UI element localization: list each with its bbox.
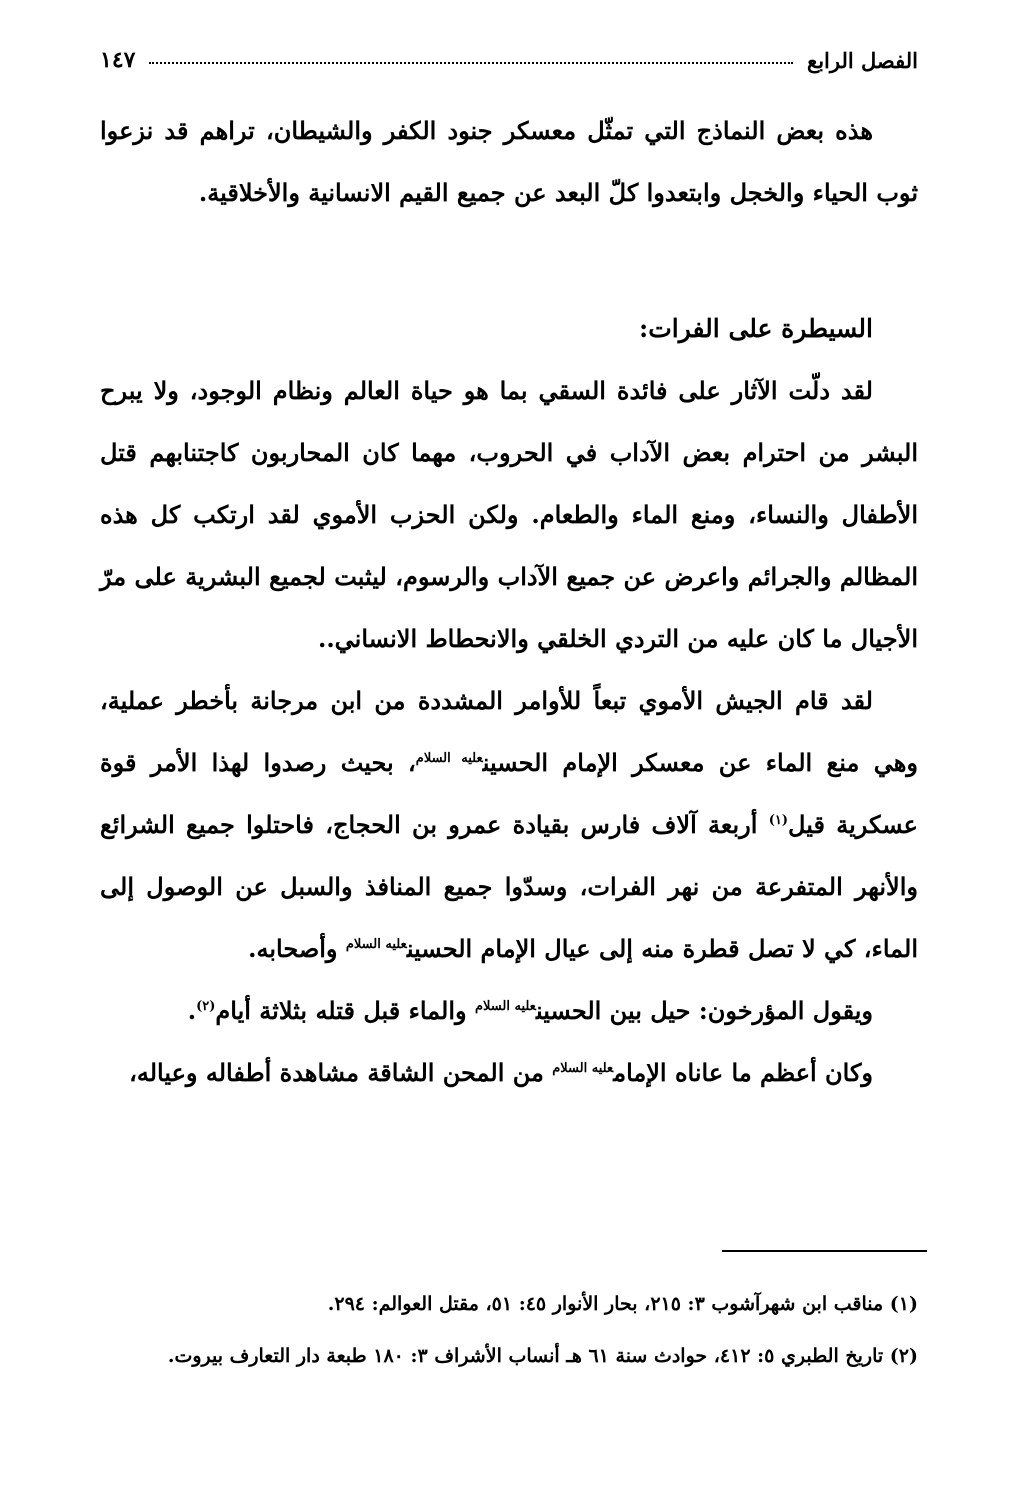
paragraph-2-text-d: وأصحابه. bbox=[248, 934, 346, 963]
honorific-mark: عليه السلام bbox=[345, 937, 407, 952]
paragraph-3 bbox=[100, 980, 918, 1042]
paragraph-2-text-c: أربعة آلاف فارس بقيادة عمرو بن الحجاج، فاحتلوا جميع الشرائع والأنهر المتفرعة من نهر الفرات، وسدّوا جميع المنافذ والسبل عن الوصول إلى الماء، كي لا تصل قطرة منه إلى عيال الإمام الحسين bbox=[100, 810, 918, 963]
paragraph-3-text-a: ويقول المؤرخون: حيل بين الحسين bbox=[535, 996, 873, 1025]
footnote-separator bbox=[722, 1250, 927, 1252]
honorific-mark: عليه السلام bbox=[552, 1061, 614, 1076]
paragraph-2-text-b: ، بحيث رصدوا لهذا الأمر قوة عسكرية قيل bbox=[100, 748, 918, 839]
honorific-mark: عليه السلام bbox=[415, 751, 483, 766]
intro-paragraph: هذه بعض النماذج التي تمثّل معسكر جنود الكفر والشيطان، تراهم قد نزعوا ثوب الحياء والخجل وابتعدوا كلّ البعد عن جميع القيم الانسانية والأخلاقية. bbox=[100, 116, 918, 207]
dotted-leader bbox=[149, 62, 793, 64]
paragraph-1: لقد دلّت الآثار على فائدة السقي بما هو حياة العالم ونظام الوجود، ولا يبرح البشر من احترام بعض الآداب في الحروب، مهما كان المحاربون كاجتنابهم قتل الأطفال والنساء، ومنع الماء والطعام. ولكن الحزب الأموي لقد ارتكب كل هذه المظالم والجرائم واعرض عن جميع الآداب والرسوم، ليثبت لجميع البشرية على مرّ الأجيال ما كان عليه من التردي الخلقي والانحطاط الانساني.. bbox=[100, 376, 918, 653]
section-heading: السيطرة على الفرات: bbox=[639, 314, 873, 343]
paragraph-2 bbox=[100, 670, 918, 980]
footnote-ref-2[interactable]: (٢) bbox=[196, 999, 216, 1014]
running-header bbox=[100, 40, 918, 80]
footnote-ref-1[interactable]: (١) bbox=[768, 813, 789, 828]
paragraph-3-text-b: والماء قبل قتله بثلاثة أيام bbox=[215, 996, 475, 1025]
chapter-title: الفصل الرابع bbox=[807, 47, 918, 73]
honorific-mark: عليه السلام bbox=[474, 999, 536, 1014]
footnotes bbox=[100, 1278, 918, 1382]
main-text bbox=[100, 100, 918, 1104]
footnote-1: (١) مناقب ابن شهرآشوب ٣: ٢١٥، بحار الأنوار ٤٥: ٥١، مقتل العوالم: ٢٩٤. bbox=[327, 1293, 918, 1315]
paragraph-3-end: . bbox=[187, 996, 197, 1025]
paragraph-4-text-b: من المحن الشاقة مشاهدة أطفاله وعياله، bbox=[129, 1058, 553, 1087]
footnote-2: (٢) تاريخ الطبري ٥: ٤١٢، حوادث سنة ٦١ هـ أنساب الأشراف ٣: ١٨٠ طبعة دار التعارف بيروت. bbox=[167, 1345, 918, 1367]
paragraph-2-text-a: لقد قام الجيش الأموي تبعاً للأوامر المشددة من ابن مرجانة بأخطر عملية، وهي منع الماء عن معسكر الإمام الحسين bbox=[100, 686, 918, 777]
paragraph-4 bbox=[100, 1042, 918, 1104]
page-number: ١٤٧ bbox=[100, 47, 136, 73]
paragraph-4-text-a: وكان أعظم ما عاناه الإمام bbox=[613, 1058, 873, 1087]
